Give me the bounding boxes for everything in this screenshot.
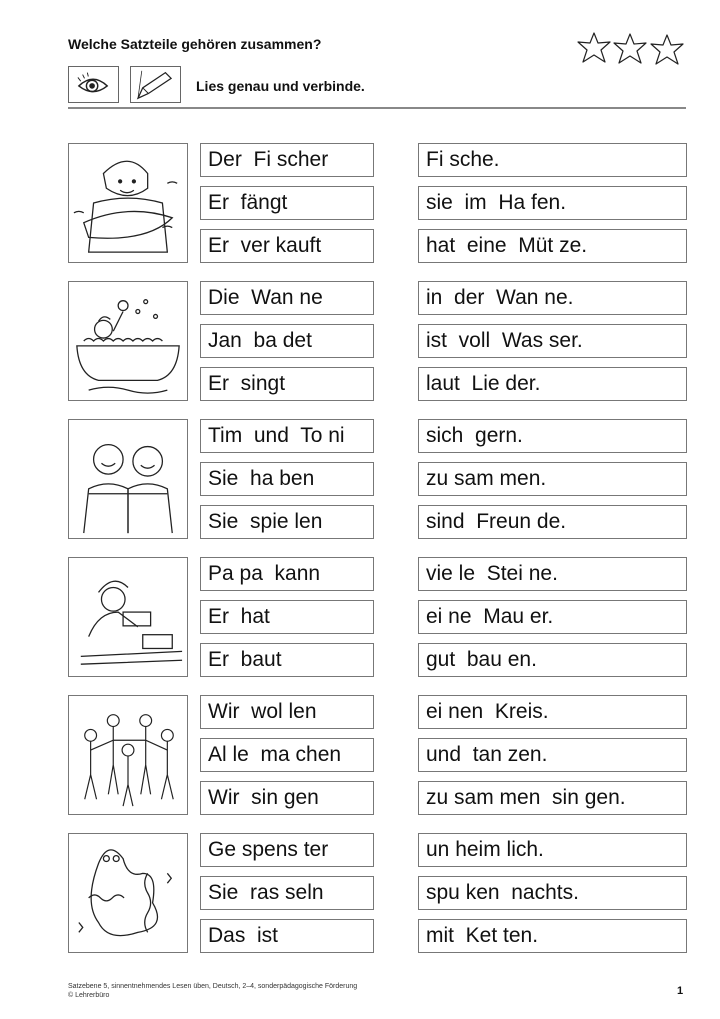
sentence-start-box[interactable]: Ge spens ter — [200, 833, 374, 867]
sentence-end-box[interactable]: vie le Stei ne. — [418, 557, 687, 591]
sentence-start-box[interactable]: Sie ha ben — [200, 462, 374, 496]
exercise-group — [0, 281, 720, 401]
friends-picture — [68, 419, 188, 539]
sentence-start-box[interactable]: Sie ras seln — [200, 876, 374, 910]
exercise-group — [0, 557, 720, 677]
exercise-group — [0, 695, 720, 815]
sentence-start-box[interactable]: Al le ma chen — [200, 738, 374, 772]
sentence-end-box[interactable]: mit Ket ten. — [418, 919, 687, 953]
sentence-end-box[interactable]: ei nen Kreis. — [418, 695, 687, 729]
sentence-start-box[interactable]: Er ver kauft — [200, 229, 374, 263]
sentence-start-box[interactable]: Wir sin gen — [200, 781, 374, 815]
sentence-end-box[interactable]: hat eine Müt ze. — [418, 229, 687, 263]
sentence-end-box[interactable]: Fi sche. — [418, 143, 687, 177]
sentence-end-box[interactable]: zu sam men sin gen. — [418, 781, 687, 815]
sentence-start-box[interactable]: Die Wan ne — [200, 281, 374, 315]
builder-picture — [68, 557, 188, 677]
footer-text — [68, 982, 357, 1000]
sentence-end-box[interactable]: sich gern. — [418, 419, 687, 453]
sentence-end-box[interactable]: zu sam men. — [418, 462, 687, 496]
sentence-start-box[interactable]: Jan ba det — [200, 324, 374, 358]
bathtub-picture — [68, 281, 188, 401]
page-number: 1 — [677, 985, 684, 997]
exercise-group — [0, 419, 720, 539]
sentence-end-box[interactable]: gut bau en. — [418, 643, 687, 677]
star-icon — [575, 30, 690, 66]
exercise-group — [0, 833, 720, 953]
eye-icon-box — [68, 66, 119, 103]
header-divider — [68, 107, 686, 109]
sentence-end-box[interactable]: ist voll Was ser. — [418, 324, 687, 358]
page-title: Welche Satzteile gehören zusammen? — [68, 36, 322, 52]
footer-copyright: © Lehrerbüro — [68, 992, 110, 999]
sentence-start-box[interactable]: Er baut — [200, 643, 374, 677]
difficulty-stars — [575, 30, 690, 66]
sentence-end-box[interactable]: ei ne Mau er. — [418, 600, 687, 634]
pencil-icon-box — [130, 66, 181, 103]
sentence-end-box[interactable]: laut Lie der. — [418, 367, 687, 401]
sentence-end-box[interactable]: in der Wan ne. — [418, 281, 687, 315]
instruction-text: Lies genau und verbinde. — [196, 78, 365, 94]
sentence-end-box[interactable]: und tan zen. — [418, 738, 687, 772]
sentence-start-box[interactable]: Er singt — [200, 367, 374, 401]
sentence-start-box[interactable]: Tim und To ni — [200, 419, 374, 453]
sentence-start-box[interactable]: Pa pa kann — [200, 557, 374, 591]
sentence-start-box[interactable]: Er fängt — [200, 186, 374, 220]
sentence-start-box[interactable]: Das ist — [200, 919, 374, 953]
footer-line-1: Satzebene 5, sinnentnehmendes Lesen üben, Deutsch, 2–4, sonderpädagogische Förderung — [68, 983, 358, 990]
fisherman-picture — [68, 143, 188, 263]
exercise-group — [0, 143, 720, 263]
sentence-end-box[interactable]: sind Freun de. — [418, 505, 687, 539]
sentence-end-box[interactable]: sie im Ha fen. — [418, 186, 687, 220]
eye-icon — [69, 67, 118, 102]
children-circle-picture — [68, 695, 188, 815]
sentence-start-box[interactable]: Wir wol len — [200, 695, 374, 729]
sentence-start-box[interactable]: Er hat — [200, 600, 374, 634]
pencil-icon — [131, 67, 180, 102]
sentence-start-box[interactable]: Sie spie len — [200, 505, 374, 539]
ghost-picture — [68, 833, 188, 953]
sentence-end-box[interactable]: un heim lich. — [418, 833, 687, 867]
sentence-end-box[interactable]: spu ken nachts. — [418, 876, 687, 910]
sentence-start-box[interactable]: Der Fi scher — [200, 143, 374, 177]
